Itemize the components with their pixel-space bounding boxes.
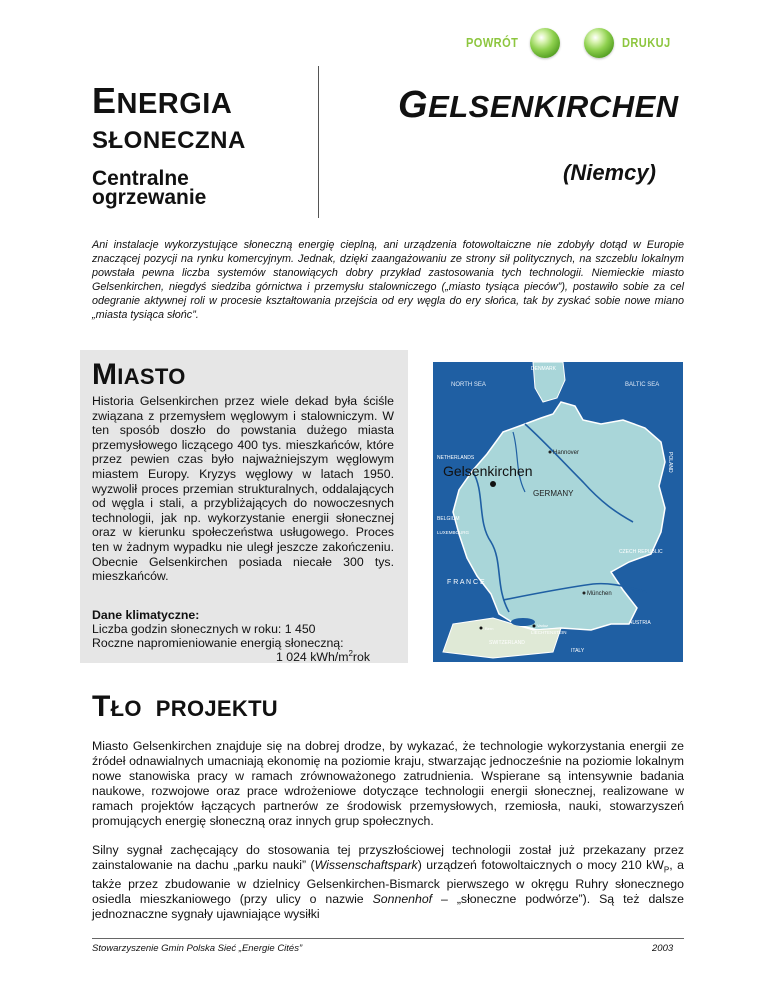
p2-part-b: ) urządzeń fotowoltaicznych o mocy 210 kW xyxy=(417,858,664,872)
p2-wissenschaftspark: Wissenschaftspark xyxy=(314,858,418,872)
tlo-heading-cap: T xyxy=(92,690,111,723)
p2-sub: P xyxy=(663,865,670,875)
map-dot-gelsenkirchen xyxy=(490,481,496,487)
climate-irr-sup: 2 xyxy=(348,649,353,658)
map-label-hannover: Hannover xyxy=(553,450,580,456)
city-name-cap: G xyxy=(398,84,429,126)
map-lake xyxy=(511,618,535,626)
map-dot-munchen xyxy=(583,592,586,595)
map-dot-hannover xyxy=(549,451,552,454)
country-name: (Niemcy) xyxy=(563,160,656,185)
map-label-belgium: BELGIUM xyxy=(437,516,460,522)
map-label-gelsenkirchen: Gelsenkirchen xyxy=(443,463,533,479)
climate-irradiation-value xyxy=(276,649,370,664)
city-name-rest: ELSENKIRCHEN xyxy=(428,89,679,124)
title-divider xyxy=(318,66,319,218)
tlo-heading-word2: PROJEKTU xyxy=(155,696,278,721)
map-label-poland: POLAND xyxy=(667,452,673,473)
title-left xyxy=(92,80,246,209)
back-ball-icon[interactable] xyxy=(530,28,560,58)
map-label-france: F R A N C E xyxy=(447,579,485,586)
tlo-heading-rest: ŁO xyxy=(110,696,142,721)
miasto-heading-cap: M xyxy=(92,358,118,391)
climate-irr-unit: rok xyxy=(352,650,370,665)
p2-part-c: , a także przez zbudowanie w dzielnicy Gelsenkirchen-Bismarck pierwszego w okręgu Ruhry słonecznego osiedla mieszkaniowego (przy ulicy o nazwie xyxy=(92,858,684,907)
print-button[interactable]: DRUKUJ xyxy=(622,35,671,50)
top-nav xyxy=(458,26,708,62)
miasto-heading xyxy=(92,358,186,392)
map-dot-vaduz xyxy=(533,625,536,628)
miasto-section xyxy=(80,350,408,663)
title-sloneczna: SŁONECZNA xyxy=(92,127,246,154)
map-label-czech: CZECH REPUBLIC xyxy=(619,549,663,555)
map-label-denmark: DENMARK xyxy=(531,366,557,372)
footer-organization: Stowarzyszenie Gmin Polska Sieć „Energie Cités” xyxy=(92,943,303,954)
miasto-heading-rest: IASTO xyxy=(117,364,186,389)
climate-irradiation-label: Roczne napromieniowanie energią słoneczną: xyxy=(92,636,344,650)
climate-heading: Dane klimatyczne: xyxy=(92,608,200,622)
map-label-bern: Bern xyxy=(485,626,494,631)
title-city xyxy=(398,84,679,127)
title-energia-rest: NERGIA xyxy=(116,88,233,120)
p2-part-d: – „słoneczne podwórze”). Są też dalsze jednoznaczne sygnały ujawniające wysiłki xyxy=(92,892,684,922)
map-label-austria: AUSTRIA xyxy=(629,620,651,626)
map-dot-bern xyxy=(480,627,483,630)
p2-part-a: Silny sygnał zachęcający do stosowania tej przyszłościowej technologii został już przekazany przez zainstalowanie na dachu „parku nauki” ( xyxy=(92,843,684,872)
intro-paragraph: Ani instalacje wykorzystujące słoneczną energię cieplną, ani urządzenia fotowoltaiczne nie zdobyły dotąd w Europie znaczącej pozycji na rynku komercyjnym. Jednak, dzięki zaangażowaniu ze strony sił politycznych, na szczeblu lokalnym powstała pewna liczba systemów stanowiących dobry przykład zastosowania tych technologii. Niemieckie miasto Gelsenkirchen, niegdyś siedziba górnictwa i przemysłu stalowniczego („miasto tysiąca pieców”), postawiło sobie za cel odegranie aktywnej roli w procesie kształtowania przejścia od ery węgla do ery słońca, tak by zyskać sobie nowe miano „miasta tysiąca słońc”. xyxy=(92,239,684,321)
climate-irr-number: 1 024 kWh/m xyxy=(276,650,349,665)
map-label-liechtenstein: LIECHTENSTEIN xyxy=(531,630,567,635)
map-label-luxembourg: LUXEMBOURG xyxy=(437,530,470,535)
title-energia-cap: E xyxy=(92,80,117,121)
city-name xyxy=(398,84,679,127)
back-button[interactable]: POWRÓT xyxy=(466,35,519,50)
footer-year: 2003 xyxy=(652,943,674,954)
footer-divider xyxy=(92,938,684,939)
tlo-paragraph-1: Miasto Gelsenkirchen znajduje się na dobrej drodze, by wykazać, że technologie wykorzystania energii ze źródeł odnawialnych umacniają ekonomię na poziomie kraju, stwarzając jednocześnie na poziomie lokalnym nowe stanowiska pracy w ramach zrównoważonego zatrudnienia. Wspierane są intensywnie badania naukowe, rozwojowe oraz prace wdrożeniowe dotyczące technologii energii słonecznej, realizowane w ramach projektów łączących partnerów ze środowisk przemysłowych, rzemiosła, nauki, stowarzyszeń promujących energię słoneczną oraz innych grup społecznych. xyxy=(92,739,684,828)
map-label-vaduz: Vaduz xyxy=(537,623,549,628)
map-label-germany: GERMANY xyxy=(533,489,574,498)
subtitle-line2: ogrzewanie xyxy=(92,186,207,209)
tlo-heading xyxy=(92,690,278,724)
germany-map xyxy=(433,362,683,662)
print-ball-icon[interactable] xyxy=(584,28,614,58)
subtitle-line1: Centralne xyxy=(92,167,189,190)
tlo-paragraph-2 xyxy=(92,843,684,922)
climate-hours: Liczba godzin słonecznych w roku: 1 450 xyxy=(92,622,316,636)
p2-sonnenhof: Sonnenhof xyxy=(372,892,433,907)
map-label-munchen: München xyxy=(587,591,612,597)
title-energia xyxy=(92,80,246,121)
map-label-italy: ITALY xyxy=(571,648,585,654)
map-label-baltic-sea: BALTIC SEA xyxy=(625,382,660,388)
subtitle xyxy=(92,169,246,207)
map-label-north-sea: NORTH SEA xyxy=(451,382,486,388)
map-label-switzerland: SWITZERLAND xyxy=(489,640,525,646)
map-label-netherlands: NETHERLANDS xyxy=(437,455,475,461)
miasto-text: Historia Gelsenkirchen przez wiele dekad była ściśle związana z przemysłem węglowym i stalowniczym. W ten sposób doszło do powstania dużego miasta przemysłowego liczącego 400 tys. mieszkańców, które przez pewien czas było najważniejszym węglowym miastem Europy. Kryzys węglowy w latach 1950. wyzwolił proces przemian strukturalnych, oddalających od węgla i stali, a przybliżających do nowoczesnych technologii, jak np. wykorzystanie energii słonecznej oraz w kierunku społeczeństwa usługowego. Proces ten w żadnym wypadku nie uległ jeszcze zakończeniu. Obecnie Gelsenkirchen posiada niecałe 300 tys. mieszkańców. xyxy=(92,394,394,584)
